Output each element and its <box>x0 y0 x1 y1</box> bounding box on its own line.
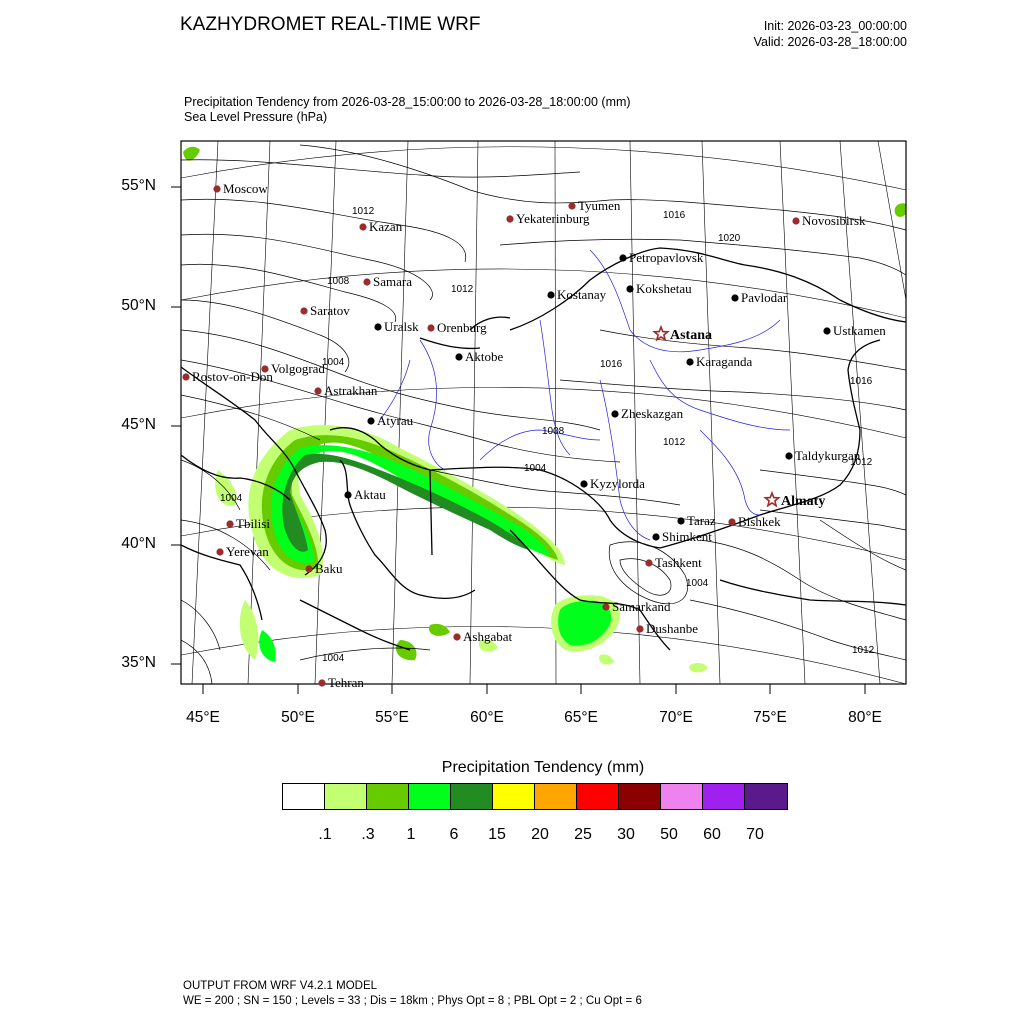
city-label: Saratov <box>310 303 350 318</box>
city-label: Yekaterinburg <box>516 211 590 226</box>
colorbar <box>282 783 788 810</box>
city-dot <box>645 559 652 566</box>
colorbar-title: Precipitation Tendency (mm) <box>441 759 645 776</box>
valid-time: Valid: 2026-03-28_18:00:00 <box>753 35 907 49</box>
city-label: Orenburg <box>437 320 487 335</box>
lat-label: 35°N <box>121 654 156 671</box>
model-info: OUTPUT FROM WRF V4.2.1 MODEL <box>183 980 378 992</box>
colorbar-swatch <box>703 784 745 809</box>
lon-label: 55°E <box>375 709 409 726</box>
city-dot <box>213 185 220 192</box>
city-dot <box>226 520 233 527</box>
colorbar-swatch <box>451 784 493 809</box>
city-dot <box>344 491 351 498</box>
lon-label: 45°E <box>186 709 220 726</box>
city-dot <box>580 480 587 487</box>
city-label: Petropavlovsk <box>629 250 704 265</box>
city-dot <box>367 417 374 424</box>
city-dot <box>568 202 575 209</box>
lon-label: 60°E <box>470 709 504 726</box>
city-label: Aktobe <box>465 349 504 364</box>
isobar-label: 1020 <box>718 233 741 244</box>
city-dot <box>182 373 189 380</box>
colorbar-swatch <box>325 784 367 809</box>
city-label: Karaganda <box>696 354 753 369</box>
city-dot <box>453 633 460 640</box>
isobar-label: 1004 <box>220 493 243 504</box>
colorbar-swatch <box>367 784 409 809</box>
lon-label: 65°E <box>564 709 598 726</box>
city-label: Kyzylorda <box>590 476 645 491</box>
city-dot <box>455 353 462 360</box>
capital-star-icon <box>765 493 778 506</box>
city-dot <box>363 278 370 285</box>
isobar-label: 1016 <box>663 210 686 221</box>
city-label: Moscow <box>223 181 268 196</box>
colorbar-tick-label: 20 <box>531 826 549 843</box>
city-dot <box>216 548 223 555</box>
colorbar-swatch <box>619 784 661 809</box>
isobar-label: 1012 <box>850 457 873 468</box>
city-dot <box>506 215 513 222</box>
isobar-label: 1004 <box>686 578 709 589</box>
city-label: Zheskazgan <box>621 406 684 421</box>
colorbar-swatch <box>661 784 703 809</box>
isobar-label: 1016 <box>600 359 623 370</box>
city-dot <box>314 387 321 394</box>
isobar-label: 1008 <box>327 276 350 287</box>
precip-field-subtitle: Precipitation Tendency from 2026-03-28_15:00:00 to 2026-03-28_18:00:00 (mm) <box>184 95 631 109</box>
isobar-label: 1012 <box>352 206 375 217</box>
city-label: Tashkent <box>655 555 702 570</box>
city-dot <box>686 358 693 365</box>
city-dot <box>318 679 325 686</box>
colorbar-tick-label: 6 <box>449 826 459 843</box>
city-label: Tehran <box>328 675 364 690</box>
city-dot <box>305 565 312 572</box>
city-label: Rostov-on-Don <box>192 369 273 384</box>
city-label: Kostanay <box>557 287 607 302</box>
city-label: Ustkamen <box>833 323 886 338</box>
city-dot <box>619 254 626 261</box>
city-dot <box>792 217 799 224</box>
city-label: Yerevan <box>226 544 269 559</box>
city-label: Kokshetau <box>636 281 692 296</box>
isobar-label: 1012 <box>451 284 474 295</box>
city-dot <box>636 625 643 632</box>
pressure-field-subtitle: Sea Level Pressure (hPa) <box>184 110 328 124</box>
city-label: Samarkand <box>612 599 671 614</box>
city-label: Samara <box>373 274 412 289</box>
city-label: Dushanbe <box>646 621 698 636</box>
isobar-label: 1008 <box>542 426 565 437</box>
city-label: Shimkent <box>662 529 712 544</box>
colorbar-swatch <box>493 784 535 809</box>
city-label: Pavlodar <box>741 290 788 305</box>
colorbar-tick-label: 1 <box>406 826 416 843</box>
axis-ticks <box>171 187 865 694</box>
city-dot <box>611 410 618 417</box>
city-label: Taraz <box>687 513 716 528</box>
colorbar-tick-label: 50 <box>660 826 678 843</box>
city-dot <box>427 324 434 331</box>
city-label: Volgograd <box>271 361 325 376</box>
city-label: Novosibirsk <box>802 213 866 228</box>
lon-label: 70°E <box>659 709 693 726</box>
colorbar-tick-label: 30 <box>617 826 635 843</box>
city-label: Bishkek <box>738 514 781 529</box>
city-dot <box>300 307 307 314</box>
lat-label: 50°N <box>121 297 156 314</box>
city-label: Baku <box>315 561 343 576</box>
city-dot <box>652 533 659 540</box>
city-dot <box>359 223 366 230</box>
city-dot <box>602 603 609 610</box>
city-label: Taldykurgan <box>795 448 861 463</box>
page-title: KAZHYDROMET REAL-TIME WRF <box>180 14 481 35</box>
isobar-label: 1004 <box>322 357 345 368</box>
city-dot <box>823 327 830 334</box>
capital-label: Almaty <box>781 494 826 509</box>
city-dot <box>731 294 738 301</box>
colorbar-swatch <box>535 784 577 809</box>
city-dot <box>547 291 554 298</box>
colorbar-tick-label: 60 <box>703 826 721 843</box>
city-label: Ashgabat <box>463 629 513 644</box>
colorbar-swatch <box>409 784 451 809</box>
isobar-label: 1004 <box>524 463 547 474</box>
isobar-label: 1012 <box>663 437 686 448</box>
capital-star-icon <box>654 327 667 340</box>
isobar-label: 1016 <box>850 376 873 387</box>
isobar-label: 1004 <box>322 653 345 664</box>
city-label: Astrakhan <box>324 383 378 398</box>
city-dot <box>626 285 633 292</box>
lat-label: 55°N <box>121 177 156 194</box>
lat-label: 45°N <box>121 416 156 433</box>
colorbar-swatch <box>283 784 325 809</box>
city-dot <box>728 518 735 525</box>
city-label: Aktau <box>354 487 386 502</box>
city-label: Uralsk <box>384 319 419 334</box>
colorbar-tick-label: 25 <box>574 826 592 843</box>
city-label: Kazan <box>369 219 403 234</box>
city-label: Tyumen <box>578 198 621 213</box>
lat-label: 40°N <box>121 535 156 552</box>
colorbar-tick-label: 15 <box>488 826 506 843</box>
city-dot <box>677 517 684 524</box>
isobar-label: 1012 <box>852 645 875 656</box>
colorbar-tick-label: .3 <box>361 826 375 843</box>
model-config: WE = 200 ; SN = 150 ; Levels = 33 ; Dis = 18km ; Phys Opt = 8 ; PBL Opt = 2 ; Cu Opt = 6 <box>183 995 642 1007</box>
colorbar-tick-label: 70 <box>746 826 764 843</box>
city-label: Tbilisi <box>236 516 270 531</box>
city-label: Atyrau <box>377 413 414 428</box>
colorbar-swatch <box>745 784 787 809</box>
init-time: Init: 2026-03-23_00:00:00 <box>763 19 907 33</box>
lon-label: 75°E <box>753 709 787 726</box>
lon-label: 80°E <box>848 709 882 726</box>
colorbar-tick-label: .1 <box>318 826 332 843</box>
lon-label: 50°E <box>281 709 315 726</box>
city-dot <box>785 452 792 459</box>
colorbar-swatch <box>577 784 619 809</box>
capital-label: Astana <box>670 328 713 343</box>
city-dot <box>374 323 381 330</box>
